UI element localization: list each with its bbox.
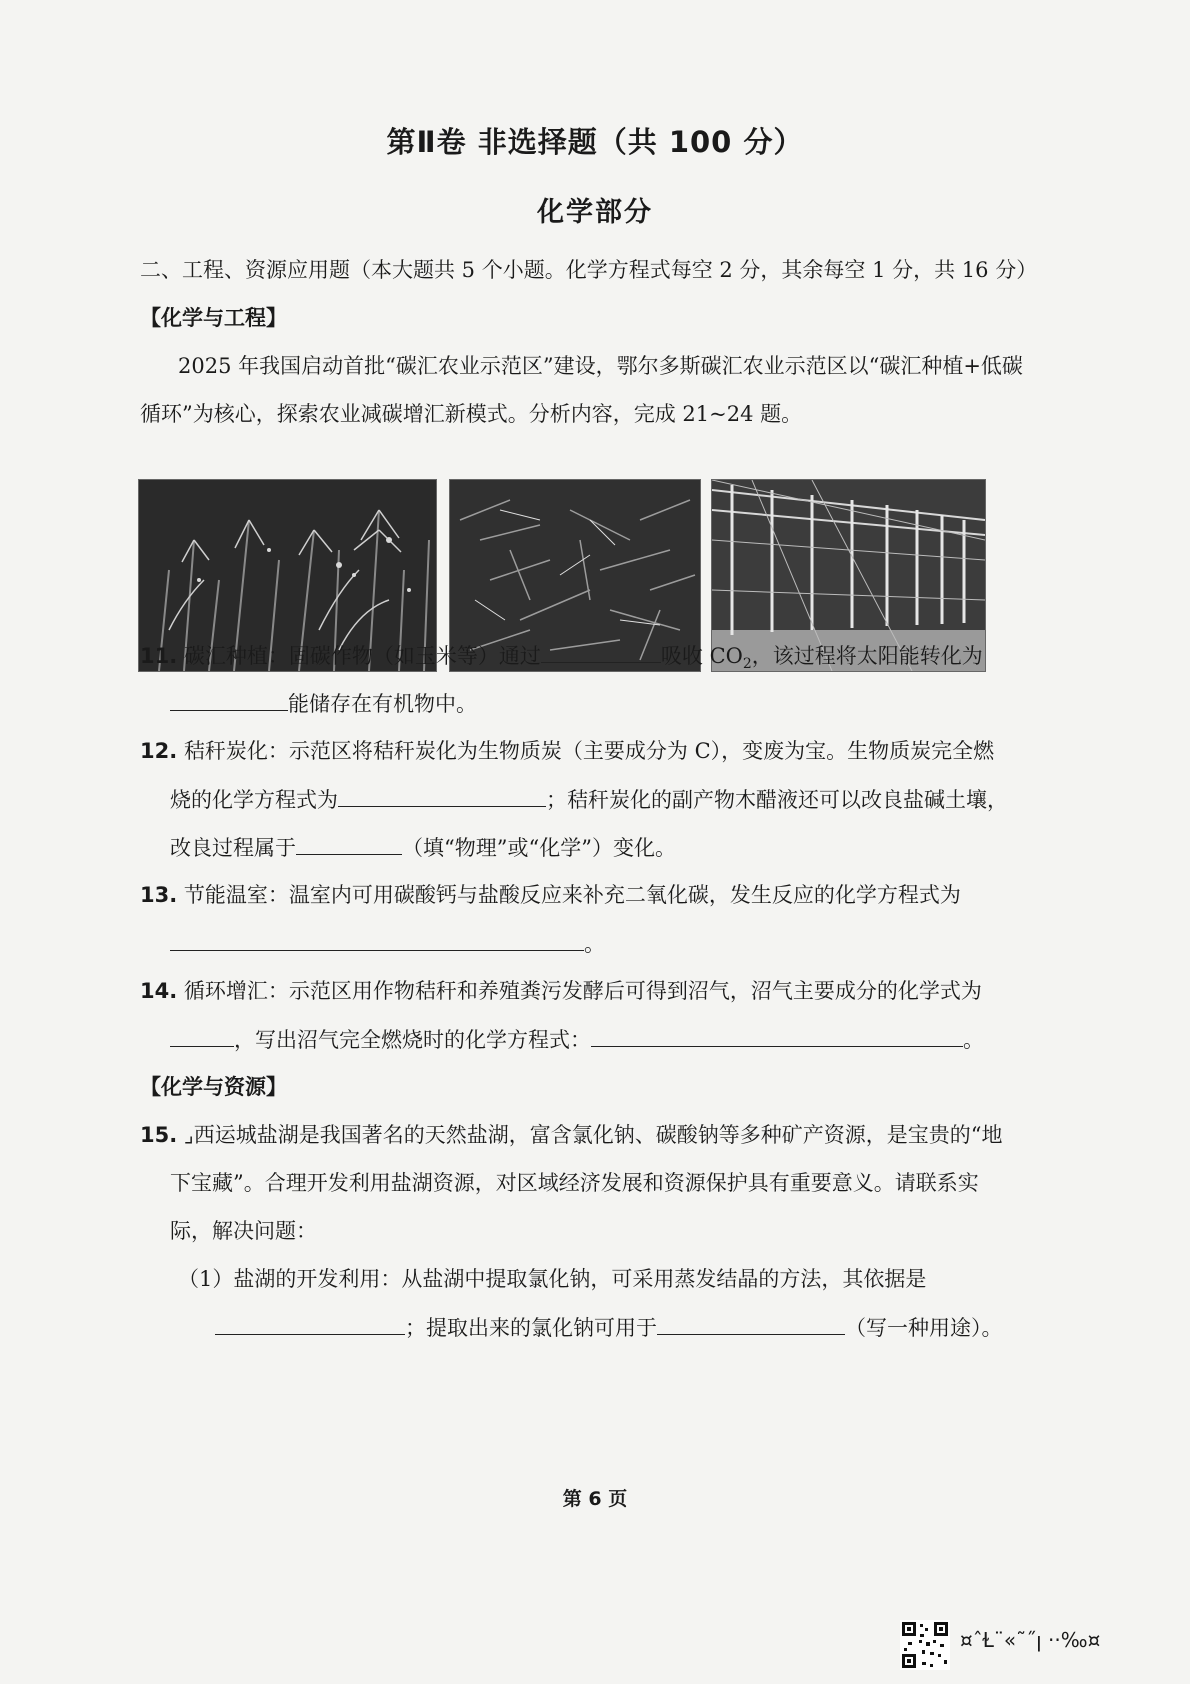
part-label-resources: 【化学与资源】 <box>140 1075 287 1099</box>
question-text: （写一种用途）。 <box>845 1316 1003 1340</box>
question-12-line-3 <box>170 832 676 863</box>
question-text: 吸收 CO <box>660 644 743 668</box>
question-12 <box>140 736 994 766</box>
intro-line-2: 循环”为核心，探索农业减碳增汇新模式。分析内容，完成 21~24 题。 <box>140 402 803 426</box>
question-text: 。 <box>963 1028 984 1052</box>
question-text: 节能温室：温室内可用碳酸钙与盐酸反应来补充二氧化碳，发生反应的化学方程式为 <box>183 883 961 907</box>
part-label-engineering: 【化学与工程】 <box>140 306 287 330</box>
question-number: 11. <box>140 644 178 668</box>
question-14 <box>140 976 982 1006</box>
question-text: 循环增汇：示范区用作物秸秆和养殖粪污发酵后可得到沼气，沼气主要成分的化学式为 <box>183 979 982 1003</box>
question-text: ⌟西运城盐湖是我国著名的天然盐湖，富含氯化钠、碳酸钠等多种矿产资源，是宝贵的“地 <box>183 1123 1003 1147</box>
question-text: ，写出沼气完全燃烧时的化学方程式： <box>234 1028 591 1052</box>
answer-blank[interactable] <box>170 688 288 711</box>
question-15-line-3: 际，解决问题： <box>170 1219 317 1243</box>
question-number: 15. <box>140 1123 178 1147</box>
section-heading: 二、工程、资源应用题（本大题共 5 个小题。化学方程式每空 2 分，其余每空 1 分，共 16 分） <box>140 258 1038 282</box>
question-text: ；提取出来的氯化钠可用于 <box>405 1316 657 1340</box>
question-text: （填“物理”或“化学”）变化。 <box>402 836 676 860</box>
answer-blank[interactable] <box>170 928 584 951</box>
question-text: ，该过程将太阳能转化为 <box>751 644 983 668</box>
question-13 <box>140 880 961 910</box>
question-14-line-2 <box>170 1024 984 1055</box>
question-15 <box>140 1120 1002 1150</box>
question-11-line-2 <box>170 688 477 719</box>
question-15-sub-1: （1）盐湖的开发利用：从盐湖中提取氯化钠，可采用蒸发结晶的方法，其依据是 <box>178 1267 927 1291</box>
page-number: 第 6 页 <box>562 1488 628 1510</box>
scanner-watermark: ¤ˆⱢ¨«˜˝ꞁ ··‰¤ <box>960 1628 1101 1652</box>
answer-blank[interactable] <box>170 1024 234 1047</box>
answer-blank[interactable] <box>591 1024 963 1047</box>
question-text: 烧的化学方程式为 <box>170 788 338 812</box>
question-15-line-2: 下宝藏”。合理开发利用盐湖资源，对区域经济发展和资源保护具有重要意义。请联系实 <box>170 1171 979 1195</box>
paper-title: 第Ⅱ卷 非选择题（共 100 分） <box>386 125 804 159</box>
question-number: 12. <box>140 739 178 763</box>
question-text: 能储存在有机物中。 <box>288 692 477 716</box>
answer-blank[interactable] <box>296 832 402 855</box>
question-number: 14. <box>140 979 178 1003</box>
question-11 <box>140 640 983 679</box>
qr-code-icon <box>900 1620 950 1670</box>
question-12-line-2 <box>170 784 1008 815</box>
answer-blank[interactable] <box>215 1312 405 1335</box>
answer-blank[interactable] <box>338 784 546 807</box>
question-13-line-2 <box>170 928 605 959</box>
question-number: 13. <box>140 883 178 907</box>
answer-blank[interactable] <box>541 640 661 663</box>
question-text: 碳汇种植：固碳作物（如玉米等）通过 <box>183 644 541 668</box>
question-15-sub-1-line-2 <box>215 1312 1003 1343</box>
answer-blank[interactable] <box>657 1312 845 1335</box>
intro-line-1: 2025 年我国启动首批“碳汇农业示范区”建设，鄂尔多斯碳汇农业示范区以“碳汇种植+低碳 <box>178 354 1023 378</box>
subscript: 2 <box>742 656 752 673</box>
question-text: 改良过程属于 <box>170 836 296 860</box>
question-text: ；秸秆炭化的副产物木醋液还可以改良盐碱土壤， <box>546 788 1008 812</box>
question-text: 秸秆炭化：示范区将秸秆炭化为生物质炭（主要成分为 C），变废为宝。生物质炭完全燃 <box>183 739 995 763</box>
question-text: 。 <box>584 932 605 956</box>
paper-subtitle: 化学部分 <box>537 197 653 228</box>
